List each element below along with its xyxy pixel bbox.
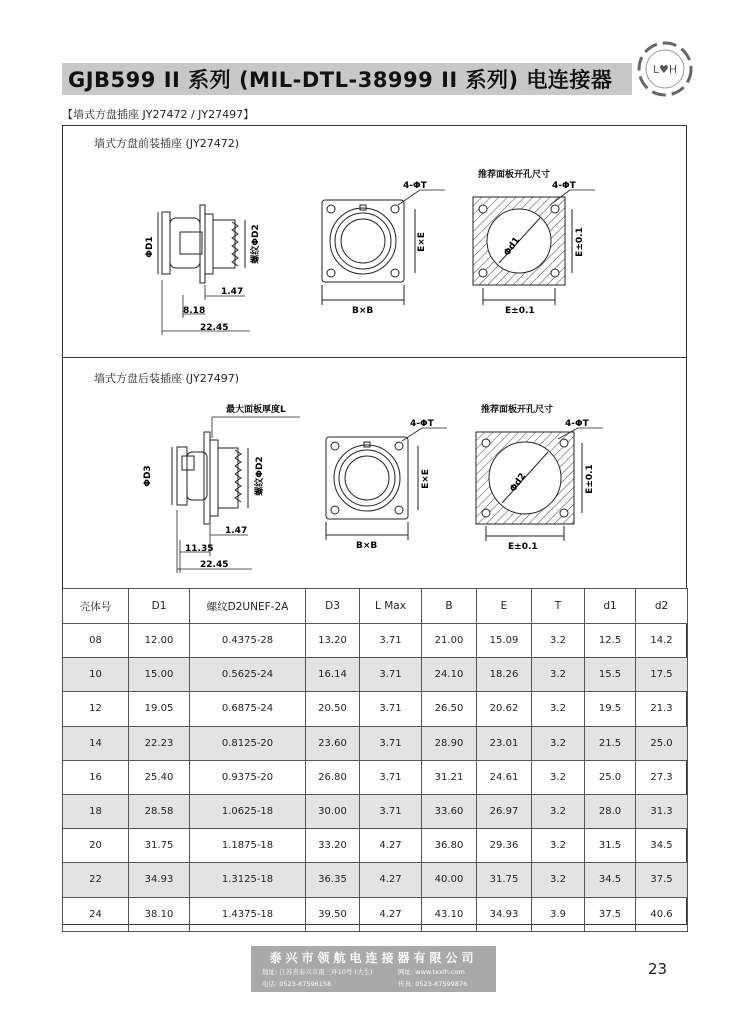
- front-thread-label: 螺纹ΦD2: [251, 224, 261, 264]
- table-cell: 34.93: [129, 863, 190, 897]
- table-cell: 3.71: [360, 658, 422, 692]
- table-cell: 39.50: [306, 897, 360, 931]
- table-cell: 40.00: [422, 863, 477, 897]
- table-cell: 15.5: [585, 658, 636, 692]
- table-cell: 28.90: [422, 726, 477, 760]
- table-cell: 1.3125-18: [190, 863, 306, 897]
- table-cell: 28.0: [585, 794, 636, 828]
- company-phone: 电话: 0523-87596158: [262, 980, 332, 988]
- front-holes-label: 4-ΦT: [403, 181, 427, 191]
- table-row: [63, 726, 688, 760]
- col-header: D1: [129, 589, 190, 624]
- front-dim-818: 8.18: [183, 306, 206, 316]
- rear-panel-holes-label: 4-ΦT: [565, 419, 589, 429]
- col-header: D3: [306, 589, 360, 624]
- company-name: 泰兴市领航电连接器有限公司: [269, 951, 478, 965]
- table-cell: 22: [63, 863, 129, 897]
- table-cell: 0.9375-20: [190, 760, 306, 794]
- col-header: E: [477, 589, 532, 624]
- table-cell: 36.35: [306, 863, 360, 897]
- rear-dim-147: 1.47: [225, 526, 248, 536]
- col-header: d1: [585, 589, 636, 624]
- front-d1-label: ΦD1: [145, 236, 155, 258]
- table-cell: 3.71: [360, 692, 422, 726]
- page-number: 23: [648, 960, 668, 978]
- table-row: [63, 658, 688, 692]
- table-cell: 30.00: [306, 794, 360, 828]
- table-cell: 34.5: [636, 829, 688, 863]
- table-cell: 15.00: [129, 658, 190, 692]
- rear-exe-label: E×E: [421, 469, 431, 489]
- table-cell: 22.23: [129, 726, 190, 760]
- table-cell: 36.80: [422, 829, 477, 863]
- table-cell: 3.2: [532, 692, 585, 726]
- table-cell: 27.3: [636, 760, 688, 794]
- table-cell: 37.5: [585, 897, 636, 931]
- table-cell: 3.2: [532, 658, 585, 692]
- table-cell: 1.1875-18: [190, 829, 306, 863]
- dimension-table: [62, 588, 688, 932]
- table-cell: 0.4375-28: [190, 624, 306, 658]
- table-cell: 26.80: [306, 760, 360, 794]
- table-cell: 38.10: [129, 897, 190, 931]
- table-cell: 21.5: [585, 726, 636, 760]
- rear-e-tol-v: E±0.1: [585, 464, 595, 494]
- table-cell: 10: [63, 658, 129, 692]
- table-cell: 0.8125-20: [190, 726, 306, 760]
- table-cell: 15.09: [477, 624, 532, 658]
- front-bxb-label: B×B: [352, 306, 374, 316]
- table-cell: 20.50: [306, 692, 360, 726]
- table-cell: 4.27: [360, 829, 422, 863]
- rear-d3-label: ΦD3: [143, 465, 153, 487]
- table-cell: 24: [63, 897, 129, 931]
- rear-mount-title: 墙式方盘后装插座 (JY27497): [94, 372, 240, 385]
- front-e-tol-v: E±0.1: [575, 227, 585, 257]
- section-label: 【墙式方盘插座 JY27472 / JY27497】: [62, 108, 255, 121]
- table-row: [63, 829, 688, 863]
- table-cell: 21.3: [636, 692, 688, 726]
- table-cell: 23.60: [306, 726, 360, 760]
- front-side-view: [158, 205, 245, 283]
- table-cell: 24.10: [422, 658, 477, 692]
- table-cell: 23.01: [477, 726, 532, 760]
- table-cell: 37.5: [636, 863, 688, 897]
- table-cell: 24.61: [477, 760, 532, 794]
- table-cell: 25.40: [129, 760, 190, 794]
- table-cell: 16: [63, 760, 129, 794]
- table-cell: 19.5: [585, 692, 636, 726]
- table-cell: 3.71: [360, 726, 422, 760]
- col-header: 壳体号: [63, 589, 129, 624]
- col-header: B: [422, 589, 477, 624]
- table-cell: 18: [63, 794, 129, 828]
- table-cell: 12: [63, 692, 129, 726]
- front-exe-label: E×E: [417, 232, 427, 252]
- table-cell: 25.0: [636, 726, 688, 760]
- rear-max-thick-label: 最大面板厚度L: [226, 405, 286, 415]
- table-cell: 1.0625-18: [190, 794, 306, 828]
- col-header: d2: [636, 589, 688, 624]
- table-row: [63, 863, 688, 897]
- col-header: L Max: [360, 589, 422, 624]
- company-fax: 传真: 0523-87599876: [398, 980, 468, 988]
- front-flange-view: [322, 200, 415, 305]
- table-cell: 3.71: [360, 624, 422, 658]
- table-cell: 21.00: [422, 624, 477, 658]
- front-dim-147: 1.47: [221, 287, 244, 297]
- table-cell: 0.6875-24: [190, 692, 306, 726]
- table-cell: 34.93: [477, 897, 532, 931]
- table-cell: 3.2: [532, 726, 585, 760]
- rear-side-view: [172, 432, 248, 524]
- table-cell: 12.5: [585, 624, 636, 658]
- table-cell: 31.75: [129, 829, 190, 863]
- logo-text: L♥H: [652, 63, 678, 76]
- table-cell: 31.5: [585, 829, 636, 863]
- col-header: T: [532, 589, 585, 624]
- table-cell: 3.9: [532, 897, 585, 931]
- table-cell: 16.14: [306, 658, 360, 692]
- front-dim-2245: 22.45: [200, 323, 229, 333]
- table-cell: 26.97: [477, 794, 532, 828]
- table-row: [63, 624, 688, 658]
- table-cell: 3.2: [532, 760, 585, 794]
- table-row: [63, 897, 688, 931]
- table-cell: 34.5: [585, 863, 636, 897]
- table-cell: 3.71: [360, 794, 422, 828]
- table-cell: 25.0: [585, 760, 636, 794]
- table-cell: 1.4375-18: [190, 897, 306, 931]
- table-header-row: [63, 589, 688, 624]
- table-cell: 17.5: [636, 658, 688, 692]
- front-panel-title: 推荐面板开孔尺寸: [478, 170, 551, 180]
- table-cell: 31.75: [477, 863, 532, 897]
- rear-holes-label: 4-ΦT: [410, 419, 434, 429]
- table-cell: 26.50: [422, 692, 477, 726]
- front-panel-cutout: [473, 197, 572, 305]
- rear-flange-view: [326, 437, 418, 540]
- table-cell: 4.27: [360, 897, 422, 931]
- rear-panel-title: 推荐面板开孔尺寸: [481, 405, 554, 415]
- table-cell: 33.20: [306, 829, 360, 863]
- table-cell: 40.6: [636, 897, 688, 931]
- table-row: [63, 692, 688, 726]
- table-cell: 08: [63, 624, 129, 658]
- table-cell: 43.10: [422, 897, 477, 931]
- table-cell: 19.05: [129, 692, 190, 726]
- company-website: 网址: www.txxlh.com: [398, 968, 465, 976]
- table-cell: 14.2: [636, 624, 688, 658]
- company-address: 地址: 江苏省泰兴市南三环10号 (大生): [262, 968, 373, 976]
- table-cell: 28.58: [129, 794, 190, 828]
- table-cell: 20.62: [477, 692, 532, 726]
- table-cell: 0.5625-24: [190, 658, 306, 692]
- table-cell: 31.3: [636, 794, 688, 828]
- table-cell: 14: [63, 726, 129, 760]
- table-cell: 3.2: [532, 863, 585, 897]
- rear-e-tol-h: E±0.1: [508, 542, 538, 552]
- rear-dim-2245: 22.45: [200, 560, 229, 570]
- front-panel-holes-label: 4-ΦT: [552, 181, 576, 191]
- table-cell: 31.21: [422, 760, 477, 794]
- table-cell: 3.71: [360, 760, 422, 794]
- table-cell: 29.36: [477, 829, 532, 863]
- rear-thread-label: 螺纹ΦD2: [255, 456, 265, 496]
- table-row: [63, 794, 688, 828]
- table-row: [63, 760, 688, 794]
- front-hole-d-label: Φd1: [502, 235, 523, 259]
- col-header: 螺纹D2UNEF-2A: [190, 589, 306, 624]
- table-cell: 3.2: [532, 794, 585, 828]
- rear-dim-1135: 11.35: [185, 544, 214, 554]
- rear-hole-d-label: Φd2: [508, 471, 529, 495]
- front-e-tol-h: E±0.1: [505, 306, 535, 316]
- table-cell: 3.2: [532, 829, 585, 863]
- table-cell: 20: [63, 829, 129, 863]
- page-title: GJB599 II 系列 (MIL-DTL-38999 II 系列) 电连接器: [68, 68, 613, 92]
- rear-bxb-label: B×B: [356, 541, 378, 551]
- table-cell: 33.60: [422, 794, 477, 828]
- table-cell: 12.00: [129, 624, 190, 658]
- rear-panel-cutout: [476, 432, 582, 541]
- table-cell: 3.2: [532, 624, 585, 658]
- table-cell: 18.26: [477, 658, 532, 692]
- table-cell: 13.20: [306, 624, 360, 658]
- front-mount-title: 墙式方盘前装插座 (JY27472): [94, 137, 240, 150]
- table-cell: 4.27: [360, 863, 422, 897]
